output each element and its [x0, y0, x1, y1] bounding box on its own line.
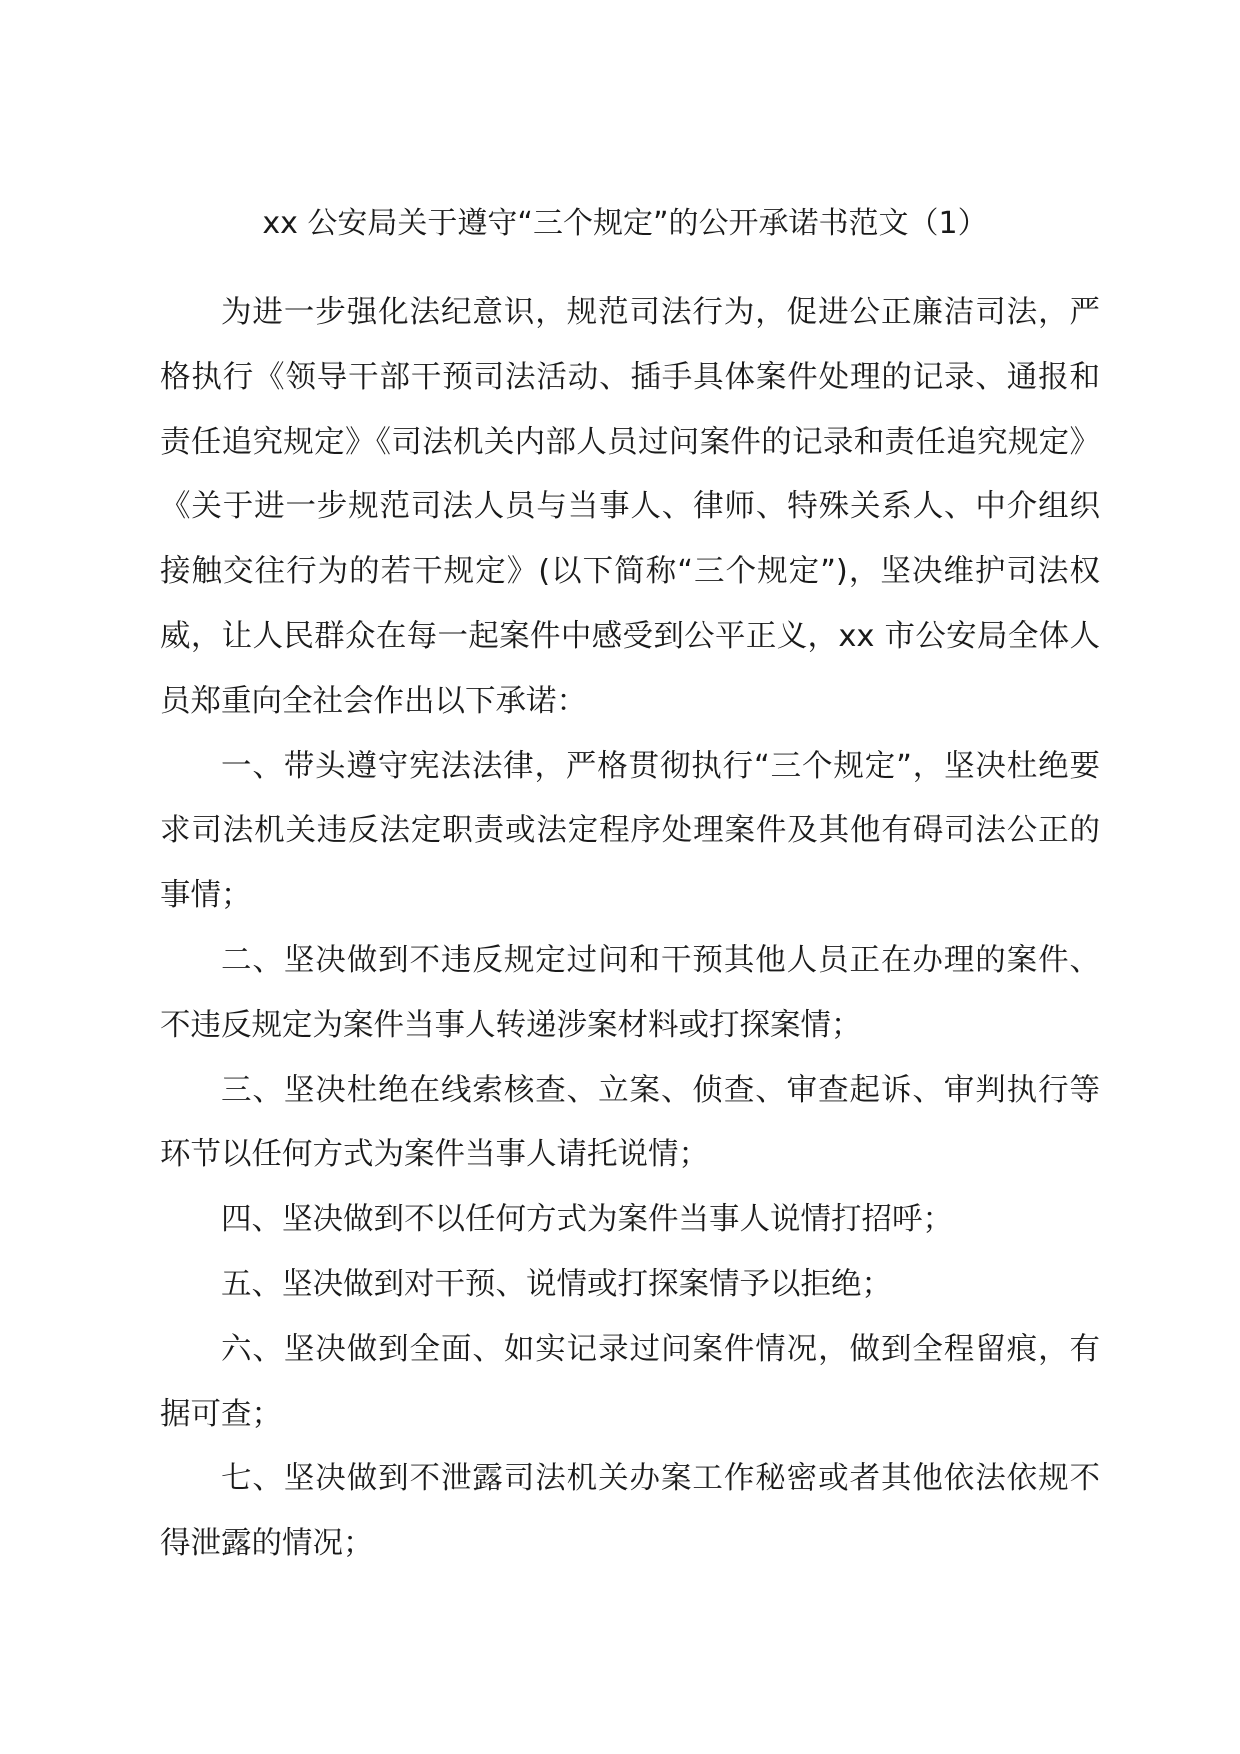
paragraph-intro: 为进一步强化法纪意识，规范司法行为，促进公正廉洁司法，严格执行《领导干部干预司法活动、插手具体案件处理的记录、通报和责任追究规定》《司法机关内部人员过问案件的记录和责任追究规定》《关于进一步规范司法人员与当事人、律师、特殊关系人、中介组织接触交往行为的若干规定》(以下简称“三个规定”)，坚决维护司法权威，让人民群众在每一起案件中感受到公平正义，xx 市公安局全体人员郑重向全社会作出以下承诺：	[160, 295, 1100, 719]
paragraph-item-6: 六、坚决做到全面、如实记录过问案件情况，做到全程留痕，有据可查；	[160, 1331, 1100, 1432]
paragraph-item-5: 五、坚决做到对干预、说情或打探案情予以拒绝；	[221, 1266, 892, 1302]
paragraph-item-4: 四、坚决做到不以任何方式为案件当事人说情打招呼；	[221, 1202, 953, 1238]
paragraph-item-7: 七、坚决做到不泄露司法机关办案工作秘密或者其他依法依规不得泄露的情况；	[160, 1461, 1100, 1562]
document-title: xx 公安局关于遵守“三个规定”的公开承诺书范文（1）	[262, 206, 988, 241]
paragraph-item-3: 三、坚决杜绝在线索核查、立案、侦查、审查起诉、审判执行等环节以任何方式为案件当事人请托说情；	[160, 1072, 1100, 1173]
paragraph-item-2: 二、坚决做到不违反规定过问和干预其他人员正在办理的案件、不违反规定为案件当事人转递涉案材料或打探案情；	[160, 942, 1100, 1043]
paragraph-item-1: 一、带头遵守宪法法律，严格贯彻执行“三个规定”，坚决杜绝要求司法机关违反法定职责或法定程序处理案件及其他有碍司法公正的事情；	[160, 748, 1100, 914]
document-body	[160, 281, 1100, 1577]
